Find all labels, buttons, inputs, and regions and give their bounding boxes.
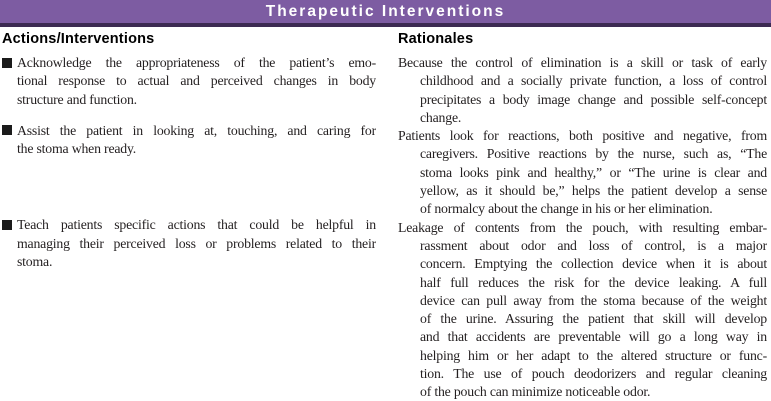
rationales-column [398,31,767,401]
text-line: change. [420,109,462,125]
text-line: structure and function. [17,91,137,107]
text-line: Leakage of contents from the pouch, with resulting embar- [398,219,767,235]
rationale-paragraph [398,127,767,218]
table-title: Therapeutic Interventions [265,3,506,20]
text-line: concern. Emptying the collection device when it is about [420,256,767,272]
text-line: of normalcy about the change in his or her elimination. [420,201,713,217]
text-line: Assist the patient in looking at, touching, and caring for [17,122,376,138]
text-line: tion. The use of pouch deodorizers and regular cleaning [420,366,767,382]
text-line: half full reduces the risk for the device leaking. A full [420,274,767,290]
text-line: of the urine. Assuring the patient that skill will develop [420,311,767,327]
text-line: Acknowledge the appropriateness of the patient’s emo- [17,55,376,70]
text-line: precipitates a body image change and possible self-concept [420,91,767,107]
square-bullet-icon [2,220,12,230]
text-line: caregivers. Positive reactions by the nurse, such as, “The [420,146,767,162]
text-line: stoma. [17,254,53,270]
text-line: tional response to actual and perceived changes in body [17,73,376,89]
text-line: Teach patients specific actions that could be helpful in [17,217,376,233]
list-item [2,122,376,159]
text-line: device can pull away from the stoma because of the weight [420,292,767,308]
actions-heading: Actions/Interventions [2,31,155,47]
square-bullet-icon [2,58,12,68]
text-line: and that accidents are preventable will go a long way in [420,329,767,345]
text-line: managing their perceived loss or problems related to their [17,235,376,251]
text-line: Patients look for reactions, both positive and negative, from [398,128,767,144]
text-line: the stoma when ready. [17,141,137,157]
title-bar [0,0,771,27]
list-item [2,216,376,271]
actions-column [2,31,376,401]
text-line: Because the control of elimination is a skill or task of early [398,55,767,70]
text-line: of the pouch can minimize noticeable odor. [420,384,651,400]
rationales-heading: Rationales [398,31,474,47]
text-line: yellow, as it should be,” helps the patient develop a sense [420,183,767,199]
list-item [2,54,376,109]
text-line: rassment about odor and loss of control, is a major [420,237,767,253]
rationale-paragraph [398,219,767,401]
two-column-body [0,27,771,401]
text-line: stoma looks pink and healthy,” or “The urine is clear and [420,164,767,180]
square-bullet-icon [2,125,12,135]
text-line: childhood and a socially private function, a loss of control [420,73,767,89]
text-line: helping him or her adapt to the altered structure or func- [420,347,767,363]
rationale-paragraph [398,54,767,127]
